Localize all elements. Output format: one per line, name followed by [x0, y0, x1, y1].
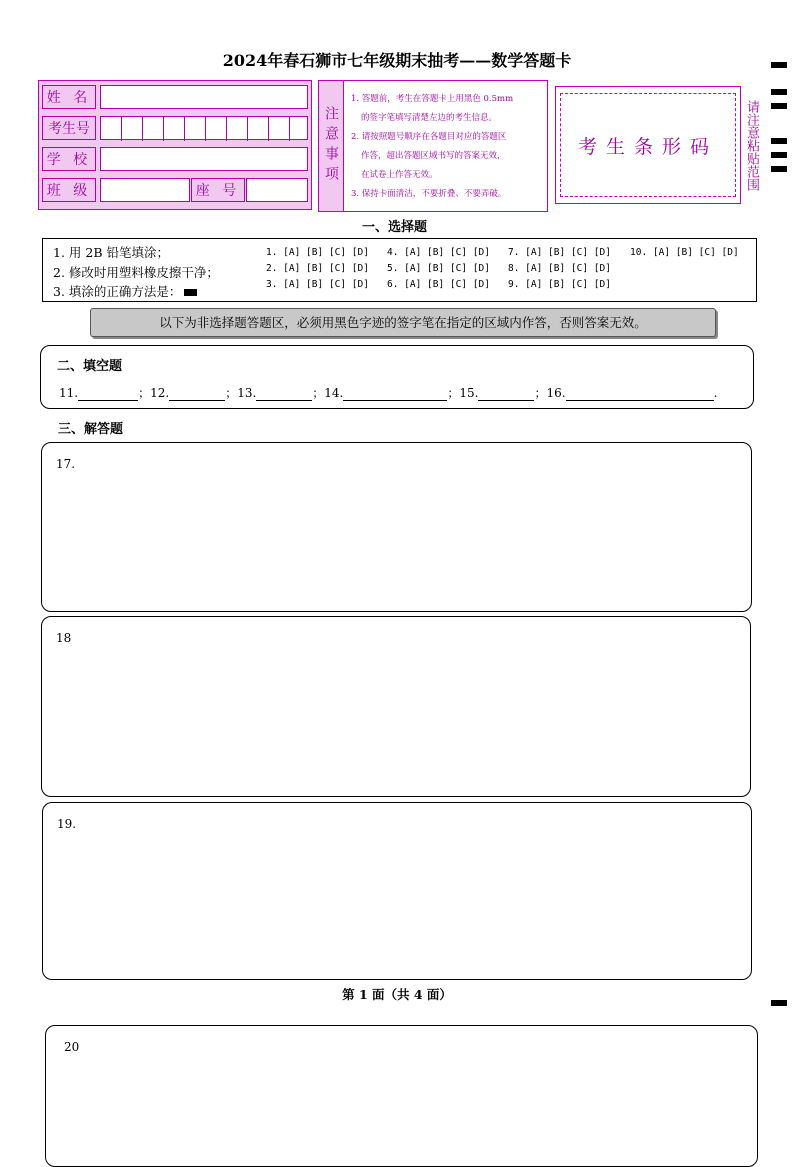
- notice-line: 的签字笔填写清楚左边的考生信息。: [361, 113, 498, 123]
- registration-mark: [771, 89, 787, 95]
- choice-answer-box: [42, 238, 757, 302]
- answer-area-17[interactable]: [41, 442, 752, 612]
- exam-no-row: [42, 116, 308, 140]
- blank-label: 11.: [59, 386, 79, 400]
- blank-16[interactable]: [566, 388, 714, 401]
- school-row: [42, 147, 308, 171]
- question-number: 17.: [56, 457, 76, 471]
- class-row: [42, 178, 308, 202]
- fill-blank-card: [40, 345, 754, 409]
- digit-box: [248, 117, 269, 141]
- section-solve-title: 三、解答题: [58, 422, 124, 437]
- non-choice-warning: 以下为非选择题答题区，必须用黑色字迹的签字笔在指定的区域内作答，否则答案无效。: [90, 308, 716, 337]
- answer-option-row[interactable]: 9. [A] [B] [C] [D]: [508, 279, 611, 290]
- filled-mark-sample: [184, 289, 197, 296]
- barcode-area: [555, 86, 741, 204]
- blank-15[interactable]: [478, 388, 534, 401]
- answer-option-row[interactable]: 4. [A] [B] [C] [D]: [387, 247, 490, 258]
- barcode-label: 考生条形码: [577, 136, 718, 158]
- page-title: 2024年春石狮市七年级期末抽考——数学答题卡: [222, 51, 572, 70]
- blank-11[interactable]: [78, 388, 138, 401]
- barcode-side-note: 请注意粘贴范围: [744, 100, 759, 191]
- class-label: 班 级: [42, 178, 96, 202]
- digit-box: [101, 117, 122, 141]
- rule-text: 3. 填涂的正确方法是：: [53, 284, 182, 299]
- notice-line: 3. 保持卡面清洁，不要折叠、不要弄破。: [351, 189, 507, 199]
- answer-option-row[interactable]: 10. [A] [B] [C] [D]: [630, 247, 739, 258]
- school-label: 学 校: [42, 147, 96, 171]
- digit-box: [227, 117, 248, 141]
- answer-option-row[interactable]: 7. [A] [B] [C] [D]: [508, 247, 611, 258]
- section-fill-title: 二、填空题: [57, 359, 123, 374]
- blank-14[interactable]: [343, 388, 447, 401]
- answer-area-20[interactable]: [45, 1025, 758, 1167]
- blank-label: ；12.: [138, 386, 170, 400]
- exam-no-field[interactable]: [100, 116, 308, 140]
- digit-box: [185, 117, 206, 141]
- rule-text: 1. 用 2B 铅笔填涂；: [53, 245, 169, 260]
- notice-line: 作答，超出答题区域书写的答案无效，: [361, 151, 506, 161]
- question-number: 20: [64, 1040, 80, 1054]
- registration-mark: [771, 152, 787, 158]
- answer-option-row[interactable]: 6. [A] [B] [C] [D]: [387, 279, 490, 290]
- registration-mark: [771, 62, 787, 68]
- blank-label: .: [713, 386, 718, 400]
- fill-blank-line: [59, 384, 717, 401]
- answer-option-row[interactable]: 5. [A] [B] [C] [D]: [387, 263, 490, 274]
- answer-area-19[interactable]: [42, 802, 752, 980]
- exam-no-label: 考生号: [42, 116, 96, 140]
- digit-box: [143, 117, 164, 141]
- blank-label: ；15.: [447, 386, 479, 400]
- notice-line: 在试卷上作答无效。: [361, 170, 438, 180]
- blank-12[interactable]: [169, 388, 225, 401]
- blank-label: ；14.: [312, 386, 344, 400]
- registration-mark: [771, 166, 787, 172]
- blank-13[interactable]: [256, 388, 312, 401]
- registration-mark: [771, 138, 787, 144]
- question-number: 19.: [57, 817, 77, 831]
- name-field[interactable]: [100, 85, 308, 109]
- notice-line: 2. 请按照题号顺序在各题目对应的答题区: [351, 132, 507, 142]
- student-info-panel: [38, 80, 312, 210]
- digit-box: [206, 117, 227, 141]
- barcode-paste-zone: [560, 93, 736, 197]
- answer-option-row[interactable]: 8. [A] [B] [C] [D]: [508, 263, 611, 274]
- notice-line: 1. 答题前，考生在答题卡上用黑色 0.5mm: [351, 94, 514, 104]
- name-row: [42, 85, 308, 109]
- blank-label: ；16.: [534, 386, 566, 400]
- seat-field[interactable]: [246, 178, 308, 202]
- digit-box: [122, 117, 143, 141]
- blank-label: ；13.: [225, 386, 257, 400]
- seat-label: 座 号: [191, 178, 245, 202]
- question-number: 18: [56, 631, 72, 645]
- notice-heading: 注意事项: [319, 81, 344, 211]
- school-field[interactable]: [100, 147, 308, 171]
- page-footer: 第 1 面（共 4 面）: [342, 987, 452, 1002]
- answer-option-row[interactable]: 2. [A] [B] [C] [D]: [266, 263, 369, 274]
- name-label: 姓 名: [42, 85, 96, 109]
- registration-mark: [771, 103, 787, 109]
- answer-option-row[interactable]: 1. [A] [B] [C] [D]: [266, 247, 369, 258]
- answer-area-18[interactable]: [41, 616, 751, 797]
- rule-line-3: [53, 282, 197, 300]
- rule-text: 2. 修改时用塑料橡皮擦干净；: [53, 265, 219, 280]
- section-choice-title: 一、选择题: [362, 220, 428, 235]
- class-field[interactable]: [100, 178, 190, 202]
- notice-panel: [318, 80, 548, 212]
- digit-box: [269, 117, 290, 141]
- digit-box: [164, 117, 185, 141]
- answer-option-row[interactable]: 3. [A] [B] [C] [D]: [266, 279, 369, 290]
